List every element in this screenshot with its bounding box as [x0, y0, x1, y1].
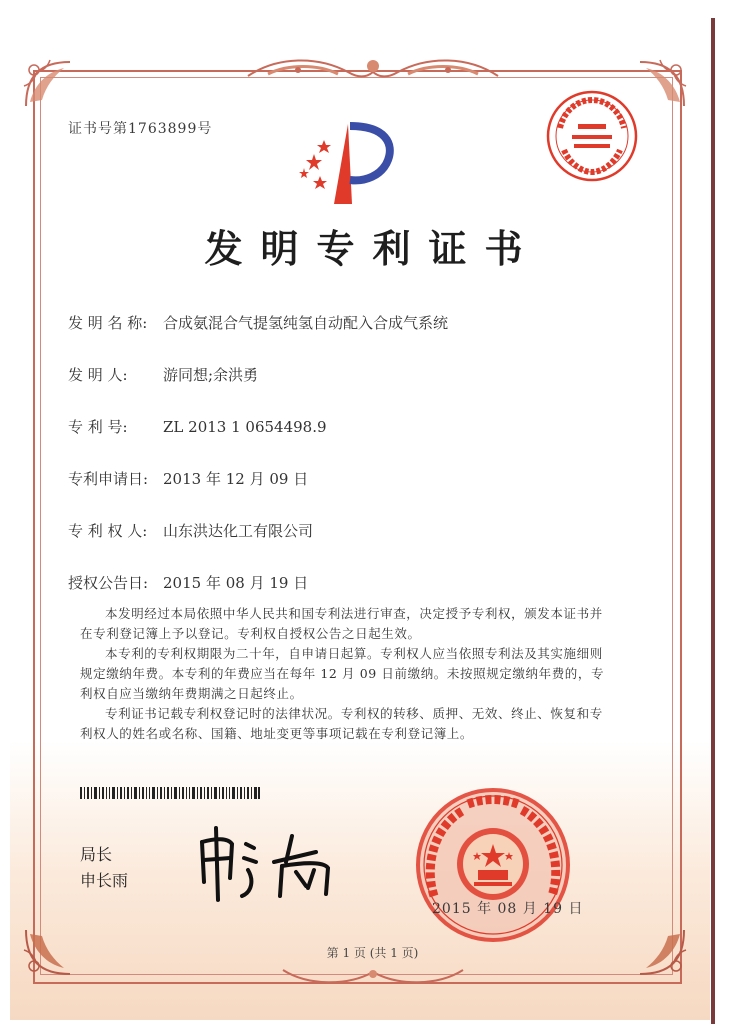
field-label: 授权公告日: [68, 574, 149, 592]
field-label: 专 利 权 人: [68, 522, 148, 540]
certificate-number: 证书号第1763899号 [68, 121, 213, 137]
director-title: 局长 [80, 845, 113, 864]
tax-stamp-seal-icon [544, 88, 640, 184]
page-number: 第 1 页 (共 1 页) [326, 946, 419, 960]
grant-date-field [68, 572, 308, 593]
corner-ornament-icon [20, 56, 76, 112]
invention-name-field [68, 312, 448, 333]
field-label: 专 利 号: [68, 418, 128, 436]
field-label: 发 明 人: [68, 366, 128, 384]
application-date-field [68, 468, 308, 489]
scan-edge [711, 18, 715, 1024]
bottom-scroll-ornament-icon [278, 960, 468, 990]
inventor-field [68, 364, 258, 385]
body-paragraph: 本发明经过本局依照中华人民共和国专利法进行审查，决定授予专利权，颁发本证书并在专利登记簿上予以登记。专利权自授权公告之日起生效。 [80, 606, 603, 641]
field-value: 游同想;余洪勇 [163, 366, 259, 384]
top-scroll-ornament-icon [238, 52, 508, 92]
field-value: 2015 年 08 月 19 日 [163, 574, 309, 592]
field-value: 合成氨混合气提氢纯氢自动配入合成气系统 [163, 314, 449, 332]
page-title: 发明专利证书 [204, 226, 541, 271]
patentee-field [68, 520, 313, 541]
field-value: 2013 年 12 月 09 日 [163, 470, 309, 488]
seal-date: 2015 年 08 月 19 日 [432, 901, 584, 917]
barcode-icon [80, 787, 260, 799]
body-paragraph: 专利证书记载专利权登记时的法律状况。专利权的转移、质押、无效、终止、恢复和专利权人的姓名或名称、国籍、地址变更等事项记载在专利登记簿上。 [80, 706, 603, 741]
patent-office-logo-icon [290, 118, 410, 208]
field-value: ZL 2013 1 0654498.9 [163, 418, 327, 436]
patent-number-field [68, 416, 327, 437]
patent-office-seal-icon [414, 786, 572, 944]
signature-icon [196, 822, 356, 902]
field-label: 发 明 名 称: [68, 314, 148, 332]
director-name: 申长雨 [80, 871, 129, 890]
field-value: 山东洪达化工有限公司 [163, 522, 314, 540]
field-label: 专利申请日: [68, 470, 149, 488]
corner-ornament-icon [634, 56, 690, 112]
certificate-body [80, 604, 610, 744]
body-paragraph: 本专利的专利权期限为二十年，自申请日起算。专利权人应当依照专利法及其实施细则规定缴纳年费。本专利的年费应当在每年 12 月 09 日前缴纳。未按照规定缴纳年费的，专利权自应当缴纳年费期满之日起终止。 [80, 646, 605, 701]
